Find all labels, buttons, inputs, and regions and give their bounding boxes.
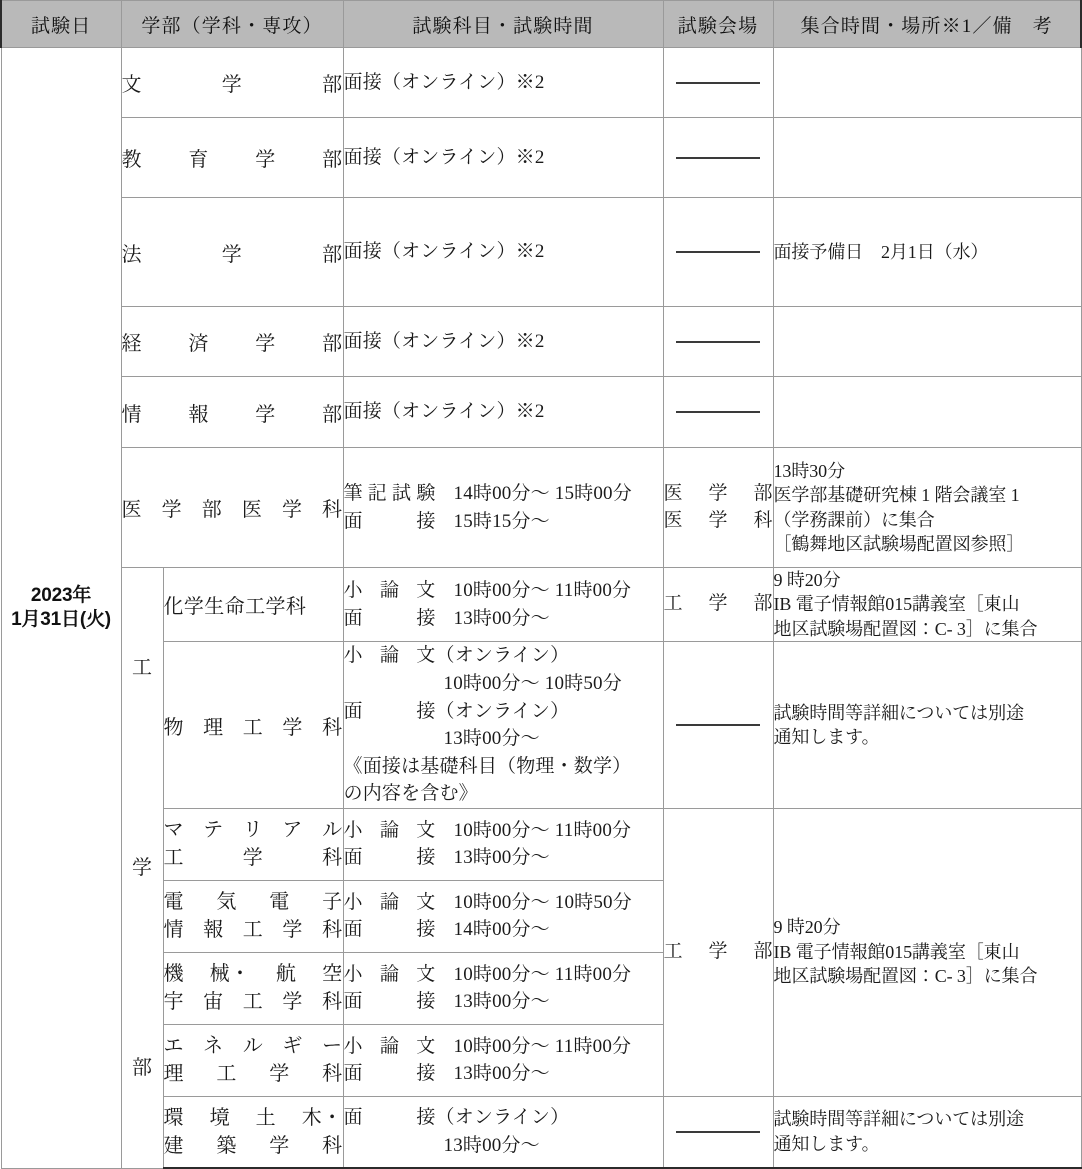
dash-icon: [676, 724, 760, 726]
remark-cell: [773, 568, 1081, 642]
dash-icon: [676, 1131, 760, 1133]
table-row: [1, 377, 1081, 448]
faculty-name: 医 学 部 医 学 科: [121, 499, 343, 521]
subject-cell: 面接（オンライン）※2: [343, 377, 663, 448]
faculty-name-cell: [121, 118, 343, 198]
subject-cell: [343, 1024, 663, 1096]
remark-cell-engineering-merged: [773, 808, 1081, 1096]
faculty-name: 経 済 学 部: [121, 333, 343, 355]
subject-note: 《面接は基礎科目（物理・数学）: [343, 755, 632, 777]
table-row-dept: [1, 642, 1081, 808]
header-subject-time: 試験科目・試験時間: [343, 1, 663, 48]
remark-line: 医学部基礎研究棟 1 階会議室 1: [773, 485, 1020, 506]
table-header: [1, 1, 1081, 48]
venue-label: 工 学 部: [663, 593, 773, 615]
faculty-name-cell: [121, 198, 343, 307]
subject-label: 面 接: [343, 847, 436, 869]
table-row-dept: [1, 808, 1081, 880]
department-name: 機 械・ 航 空 宇 宙 工 学 科: [163, 962, 343, 1014]
table-row: [1, 48, 1081, 118]
subject-time: 10時00分～ 11時00分: [453, 580, 632, 602]
header-venue: 試験会場: [663, 1, 773, 48]
remark-line: 試験時間等詳細については別途: [773, 702, 1024, 723]
table-row-dept: [1, 1096, 1081, 1168]
department-name: 環 境 土 木・ 建 築 学 科: [163, 1106, 343, 1157]
subject-grid: [344, 961, 632, 1016]
subject-line: [344, 1060, 632, 1088]
remark-cell: [773, 642, 1081, 808]
remark-cell: [773, 48, 1081, 118]
date-day: 1月31日(火): [11, 608, 111, 630]
subject-time: 14時00分～: [453, 919, 550, 941]
subject-mode: （オンライン）: [435, 645, 570, 667]
subject-cell: [343, 952, 663, 1024]
subject-label: 面 接: [343, 700, 436, 722]
remark-line: （学務課前）に集合: [773, 509, 935, 530]
subject-cell: [343, 808, 663, 880]
subject-time: 15時15分～: [453, 510, 550, 532]
subject-time: 10時00分～ 10時50分: [443, 672, 622, 694]
subject-line: [344, 577, 632, 605]
remark-line: 9 時20分: [773, 917, 841, 938]
subject-label: 面 接: [343, 919, 436, 941]
subject-time: 13時00分～: [443, 728, 540, 750]
table-row-dept: [1, 568, 1081, 642]
dash-icon: [676, 251, 760, 253]
remark-line: 試験時間等詳細については別途: [773, 1109, 1024, 1130]
subject-cell: [343, 1096, 663, 1168]
remark-cell: [773, 1096, 1081, 1168]
subject-time: 10時00分～ 11時00分: [453, 819, 632, 841]
department-name-cell: [163, 952, 343, 1024]
venue-cell-engineering-merged: [663, 808, 773, 1096]
subject-line: [344, 698, 663, 726]
remark-line: 通知します。: [773, 1133, 880, 1154]
dash-icon: [676, 82, 760, 84]
header-meeting-remarks: 集合時間・場所※1／備 考: [773, 1, 1081, 48]
venue-cell: [663, 48, 773, 118]
subject-time: 14時00分～ 15時00分: [453, 482, 632, 504]
subject-label: 小 論 文: [343, 891, 436, 913]
subject-cell: [343, 880, 663, 952]
subject-line: [344, 817, 632, 845]
department-name-cell: [163, 808, 343, 880]
venue-cell: [663, 307, 773, 377]
remark-line: ［鶴舞地区試験場配置図参照］: [773, 533, 1025, 554]
faculty-name-cell: [121, 307, 343, 377]
table-body: [1, 48, 1081, 1169]
remark-cell: [773, 118, 1081, 198]
table-row: [1, 307, 1081, 377]
subject-cell: [343, 568, 663, 642]
vert-char: 部: [132, 1056, 152, 1079]
venue-label: 工 学 部: [663, 940, 773, 962]
subject-label: 小 論 文: [343, 1035, 436, 1057]
subject-mode: （オンライン）: [435, 700, 570, 722]
remark-cell: [773, 377, 1081, 448]
subject-time: 13時00分～: [443, 1134, 540, 1156]
subject-time: 10時00分～ 10時50分: [453, 891, 632, 913]
subject-line: [344, 844, 632, 872]
subject-cell: 面接（オンライン）※2: [343, 307, 663, 377]
dash-icon: [676, 157, 760, 159]
venue-cell: [663, 1096, 773, 1168]
remark-line: IB 電子情報館015講義室［東山: [773, 594, 1020, 615]
subject-label: 小 論 文: [343, 580, 436, 602]
subject-label: 面 接: [343, 991, 436, 1013]
vert-char: 工: [132, 656, 152, 679]
subject-grid: [344, 480, 632, 535]
dash-icon: [676, 341, 760, 343]
subject-label: 小 論 文: [343, 819, 436, 841]
remark-line: 地区試験場配置図：C- 3］に集合: [773, 966, 1038, 987]
subject-time: 10時00分～ 11時00分: [453, 963, 632, 985]
venue-line: 医 学 科: [663, 509, 773, 531]
subject-cell: [343, 642, 663, 808]
remark-line: 9 時20分: [773, 570, 841, 590]
venue-cell: [663, 118, 773, 198]
header-faculty: 学部（学科・専攻）: [121, 1, 343, 48]
dash-icon: [676, 411, 760, 413]
subject-line: [344, 605, 632, 633]
subject-cell: 面接（オンライン）※2: [343, 48, 663, 118]
subject-label: 面 接: [343, 510, 436, 532]
subject-line: [344, 961, 632, 989]
department-name: 化学生命工学科: [163, 596, 307, 619]
vert-char: 学: [132, 856, 152, 879]
remark-line: IB 電子情報館015講義室［東山: [773, 941, 1020, 962]
subject-cell-medicine: [343, 448, 663, 568]
venue-line: 医 学 部: [663, 482, 773, 504]
subject-label: 面 接: [343, 1063, 436, 1085]
venue-cell: [663, 568, 773, 642]
subject-cell: 面接（オンライン）※2: [343, 118, 663, 198]
department-name: エ ネ ル ギ ー 理 工 学 科: [163, 1034, 343, 1086]
remark-line: 地区試験場配置図：C- 3］に集合: [773, 618, 1038, 639]
subject-time: 13時00分～: [453, 991, 550, 1013]
subject-label: 小 論 文: [343, 645, 436, 667]
subject-line: [344, 1033, 632, 1061]
subject-line: [344, 916, 632, 944]
venue-cell: [663, 198, 773, 307]
remark-line: 13時30分: [773, 460, 845, 481]
subject-time: 13時00分～: [453, 607, 550, 629]
subject-line: [344, 642, 663, 670]
subject-grid: [344, 889, 632, 944]
venue-cell: [663, 642, 773, 808]
department-name: マ テ リ ア ル 工 学 科: [163, 818, 343, 870]
department-name-cell: [163, 568, 343, 642]
department-name-cell: [163, 1024, 343, 1096]
faculty-name-cell: [121, 48, 343, 118]
subject-line: [344, 480, 632, 508]
subject-label: 小 論 文: [343, 963, 436, 985]
remark-cell: [773, 198, 1081, 307]
venue-cell-medicine: [663, 448, 773, 568]
subject-label: 面 接: [343, 607, 436, 629]
subject-grid: [344, 577, 632, 632]
faculty-name: 教 育 学 部: [121, 149, 343, 171]
subject-line: [344, 508, 632, 536]
subject-grid: [344, 817, 632, 872]
faculty-name: 文 学 部: [121, 74, 343, 96]
department-name: 物 理 工 学 科: [163, 716, 343, 739]
table-row-medicine: [1, 448, 1081, 568]
subject-time: 13時00分～: [453, 847, 550, 869]
subject-time: 10時00分～ 11時00分: [453, 1035, 632, 1057]
faculty-name-cell: [121, 377, 343, 448]
faculty-name: 法 学 部: [121, 243, 343, 266]
table-row: [1, 198, 1081, 307]
subject-line: [344, 988, 632, 1016]
table-row: [1, 118, 1081, 198]
header-exam-date: 試験日: [1, 1, 121, 48]
subject-line: [344, 889, 632, 917]
subject-cell: 面接（オンライン）※2: [343, 198, 663, 307]
engineering-vertical-label: [121, 568, 163, 1169]
exam-date-cell: [1, 48, 121, 1169]
subject-line: [344, 1104, 663, 1132]
date-year: 2023年: [30, 584, 92, 606]
subject-label: 筆 記 試 験: [343, 482, 436, 504]
subject-grid: [344, 1033, 632, 1088]
faculty-name-cell-medicine: [121, 448, 343, 568]
header-row: [1, 1, 1081, 48]
remark-cell: [773, 307, 1081, 377]
remark-cell-medicine: [773, 448, 1081, 568]
subject-note: の内容を含む》: [343, 783, 478, 805]
department-name: 電 気 電 子 情 報 工 学 科: [163, 890, 343, 942]
remark-line: 通知します。: [773, 727, 880, 748]
faculty-name: 情 報 学 部: [121, 403, 343, 426]
subject-label: 面 接: [343, 1107, 436, 1129]
remark-text: 面接予備日 2月1日（水）: [773, 241, 989, 262]
subject-mode: （オンライン）: [435, 1107, 570, 1129]
venue-cell: [663, 377, 773, 448]
department-name-cell: [163, 642, 343, 808]
department-name-cell: [163, 880, 343, 952]
department-name-cell: [163, 1096, 343, 1168]
subject-time: 13時00分～: [453, 1063, 550, 1085]
